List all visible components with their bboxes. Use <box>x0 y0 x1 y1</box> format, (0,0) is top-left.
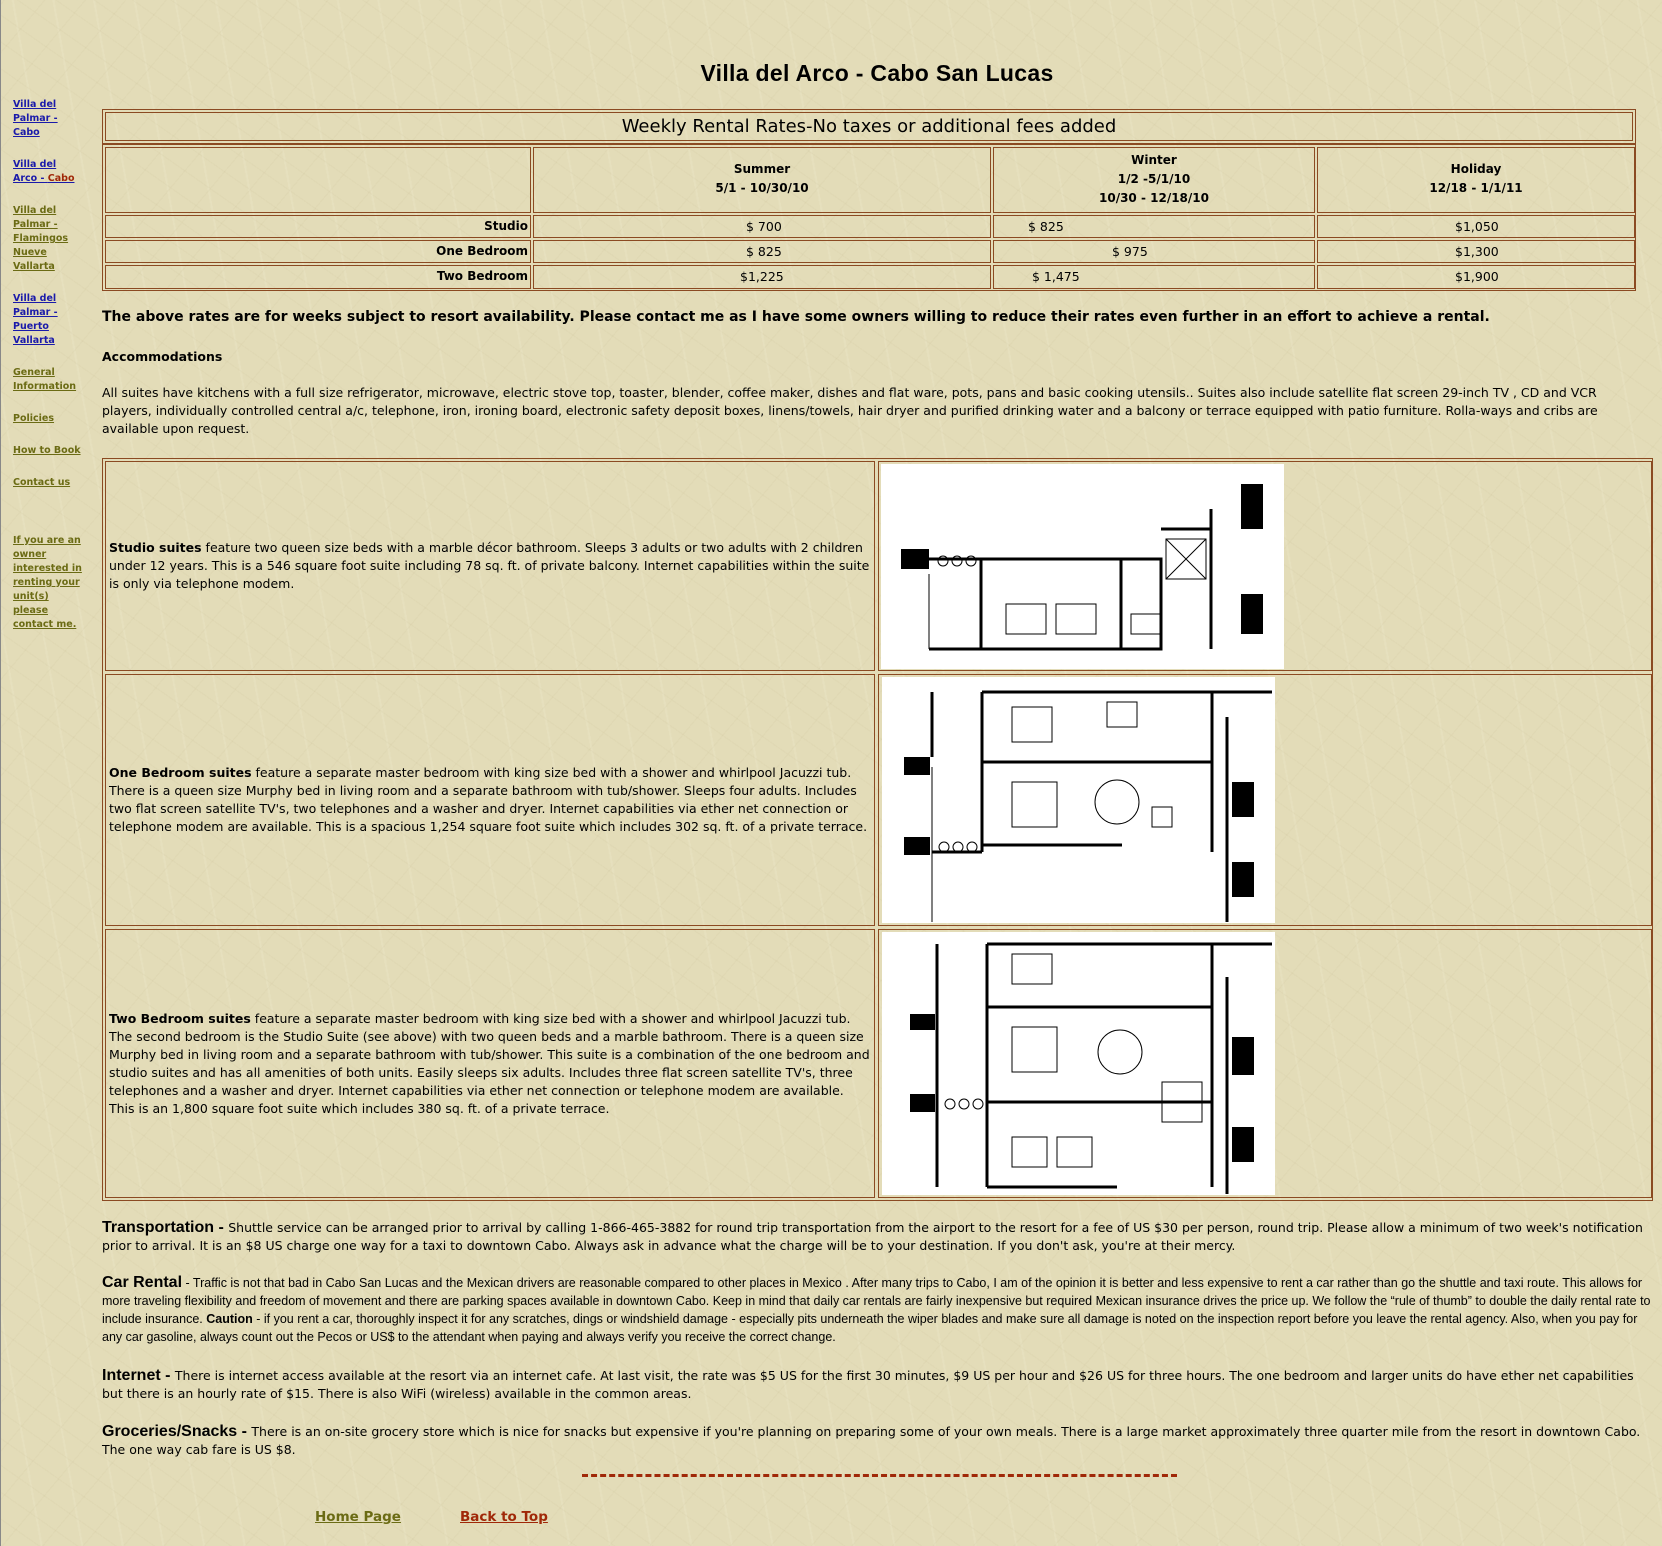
dashed-divider <box>582 1474 1177 1477</box>
rates-caption-box <box>102 109 1636 144</box>
transportation-section <box>102 1219 1654 1255</box>
transportation-text: Shuttle service can be arranged prior to arrival by calling 1-866-465-3882 for round trip transportation from the airport to the resort for a fee of US $30 per person, round trip. Please allow a minimum of two week's notification prior to arrival. It is an $8 US charge one way for a taxi to downtown Cabo. Always ask in advance what the charge will be to your destination. If you don't ask, you're at their mercy. <box>102 1220 1643 1253</box>
internet-text: There is internet access available at the resort via an internet cafe. At last visit, the rate was $5 US for the first 30 minutes, $9 US per hour and $26 US for three hours. The one bedroom and larger units do have ether net capabilities but there is an hourly rate of $15. There is also WiFi (wireless) available in the common areas. <box>102 1368 1634 1401</box>
suite-row-studio <box>103 461 1654 671</box>
nav-link-policies[interactable]: Policies <box>13 413 54 424</box>
back-to-top-link[interactable]: Back to Top <box>460 1509 548 1525</box>
season-dates-winter-1: 1/2 -5/1/10 <box>1117 172 1191 186</box>
car-rental-text-2: - if you rent a car, thoroughly inspect it for any scratches, dings or windshield damage - especially pits underneath the wiper blades and make sure all damage is noted on the inspection report before you leave the rental agency. Also, when you pay for any car gasoline, always count out the Pecos or US$ to the attendant when paying and always verify you receive the correct change. <box>102 1312 1638 1344</box>
internet-section <box>102 1367 1654 1403</box>
transportation-heading: Transportation - <box>102 1219 229 1236</box>
rates-header-winter <box>993 147 1315 213</box>
nav-link-owner-contact[interactable]: If you are an owner interested in renting your unit(s) please contact me. <box>13 535 82 630</box>
sidebar-nav <box>13 98 83 650</box>
groceries-section <box>102 1423 1654 1459</box>
nav-link-how-to-book[interactable]: How to Book <box>13 445 81 456</box>
suites-table <box>102 458 1653 1201</box>
nav-link-puerto-vallarta[interactable]: Villa del Palmar - Puerto Vallarta <box>13 293 58 346</box>
suite-description <box>105 929 875 1198</box>
rate-cell <box>533 265 991 289</box>
internet-heading: Internet - <box>102 1367 175 1384</box>
one-bedroom-floor-plan-image <box>882 677 1275 923</box>
rate-value: $ 825 <box>1028 219 1064 234</box>
nav-link-contact-us[interactable]: Contact us <box>13 477 71 488</box>
suite-row-one-bedroom <box>103 674 1654 926</box>
season-name-summer: Summer <box>733 162 791 176</box>
rate-unit-label: One Bedroom <box>436 244 528 258</box>
rate-row-studio-label-cell <box>105 215 531 238</box>
suite-text: feature a separate master bedroom with king size bed with a shower and whirlpool Jacuzzi tub. The second bedroom is the Studio Suite (see above) with two queen beds and a marble bathroom. There is a queen size Murphy bed in living room and a separate bathroom with tub/shower. This suite is a combination of the one bedroom and studio suites and has all amenities of both units. Easily sleeps six adults. Includes three flat screen satellite TV's, three telephones and a washer and dryer. Internet capabilities via ether net connection or telephone modem are available. This is an 1,800 square foot suite which includes 380 sq. ft. of a private terrace. <box>109 1010 870 1116</box>
rate-cell <box>993 215 1315 238</box>
rates-header-summer <box>533 147 991 213</box>
suite-description <box>105 674 875 926</box>
rate-cell <box>993 240 1315 263</box>
season-dates-holiday: 12/18 - 1/1/11 <box>1429 181 1523 195</box>
rate-value: $ 700 <box>746 219 782 234</box>
rate-cell <box>1317 215 1635 238</box>
car-rental-heading: Car Rental <box>102 1274 183 1291</box>
two-bedroom-floor-plan-image <box>882 932 1275 1195</box>
rate-cell <box>533 240 991 263</box>
rate-value: $ 975 <box>1112 244 1148 259</box>
suite-name: One Bedroom suites <box>109 765 252 780</box>
rates-header-holiday <box>1317 147 1635 213</box>
nav-link-general-information[interactable]: General Information <box>13 367 77 392</box>
rate-unit-label: Two Bedroom <box>436 269 528 283</box>
rate-cell <box>533 215 991 238</box>
groceries-heading: Groceries/Snacks - <box>102 1423 252 1440</box>
nav-link-villa-del-palmar-cabo[interactable]: Villa del Palmar - Cabo <box>13 99 58 138</box>
rate-cell <box>1317 265 1635 289</box>
page-title: Villa del Arco - Cabo San Lucas <box>700 60 1054 86</box>
suite-row-two-bedroom <box>103 929 1654 1198</box>
rates-note: The above rates are for weeks subject to resort availability. Please contact me as I have some owners willing to reduce their rates even further in an effort to achieve a rental. <box>102 309 1490 325</box>
rate-value: $ 825 <box>746 244 782 259</box>
season-name-winter: Winter <box>1131 153 1177 167</box>
suite-name: Two Bedroom suites <box>109 1010 251 1026</box>
rates-caption: Weekly Rental Rates-No taxes or additional fees added <box>105 112 1633 141</box>
rates-corner-cell <box>105 147 531 213</box>
car-rental-caution: Caution <box>206 1312 253 1326</box>
suite-image-cell <box>878 674 1652 926</box>
suite-image-cell <box>878 929 1652 1198</box>
suite-text: feature two queen size beds with a marble décor bathroom. Sleeps 3 adults or two adults with 2 children under 12 years. This is a 546 square foot suite including 78 sq. ft. of private balcony. Internet capabilities within the suite is only via telephone modem. <box>109 540 870 591</box>
rate-value: $1,300 <box>1455 244 1499 259</box>
suite-name: Studio suites <box>109 540 202 555</box>
season-dates-summer: 5/1 - 10/30/10 <box>715 181 809 195</box>
rate-value: $1,900 <box>1455 269 1499 284</box>
nav-link-flamingos[interactable]: Villa del Palmar - Flamingos Nueve Vallarta <box>13 205 69 272</box>
rate-unit-label: Studio <box>484 219 528 233</box>
rate-value: $ 1,475 <box>1032 269 1080 284</box>
groceries-text: There is an on-site grocery store which is nice for snacks but expensive if you're planning on preparing some of your own meals. There is a large market approximately three quarter mile from the resort in downtown Cabo. The one way cab fare is US $8. <box>102 1424 1641 1457</box>
studio-floor-plan-image <box>881 464 1284 669</box>
accommodations-text: All suites have kitchens with a full size refrigerator, microwave, electric stove top, toaster, blender, coffee maker, dishes and flat ware, pots, pans and basic cooking utensils.. Suites also include satellite flat screen 29-inch TV , CD and VCR players, individually controlled central a/c, telephone, iron, ironing board, electronic safety deposit boxes, linens/towels, hair dryer and purified drinking water and a balcony or terrace equipped with patio furniture. Rolla-ways and cribs are available upon request. <box>102 385 1598 436</box>
home-page-link[interactable]: Home Page <box>315 1509 401 1525</box>
car-rental-section <box>102 1274 1654 1346</box>
rate-value: $1,050 <box>1455 219 1499 234</box>
suite-text: feature a separate master bedroom with king size bed with a shower and whirlpool Jacuzzi tub. There is a queen size Murphy bed in living room and a separate bathroom with tub/shower. Sleeps four adults. Includes two flat screen satellite TV's, two telephones and a washer and dryer. Internet capabilities via ether net connection or telephone modem are available. This is a spacious 1,254 square foot suite which includes 302 sq. ft. of a private terrace. <box>109 765 868 834</box>
rate-row-two-bedroom-label-cell <box>105 265 531 289</box>
rate-cell <box>993 265 1315 289</box>
nav-link-villa-del-arco-cabo[interactable] <box>13 158 83 186</box>
season-name-holiday: Holiday <box>1450 162 1502 176</box>
rate-cell <box>1317 240 1635 263</box>
nav-link-arco-label: Villa del Arco - <box>13 159 57 184</box>
accommodations-heading: Accommodations <box>102 349 223 364</box>
suite-description <box>105 461 875 671</box>
nav-link-arco-accent: Cabo <box>47 173 75 184</box>
car-rental-text: - Traffic is not that bad in Cabo San Lucas and the Mexican drivers are reasonable compared to other places in Mexico . After many trips to Cabo, I am of the opinion it is better and less expensive to rent a car rather than go the shuttle and taxi route. This allows for more traveling flexibility and freedom of movement and there are parking spaces available in downtown Cabo. Keep in mind that daily car rentals are fairly inexpensive but required Mexican insurance drives the price up. We follow the “rule of thumb” to double the daily rental rate to include insurance. <box>102 1276 1651 1326</box>
suite-image-cell <box>878 461 1652 671</box>
rates-table <box>102 144 1636 291</box>
season-dates-winter-2: 10/30 - 12/18/10 <box>1099 191 1209 205</box>
rate-row-one-bedroom-label-cell <box>105 240 531 263</box>
rate-value: $1,225 <box>740 269 784 284</box>
